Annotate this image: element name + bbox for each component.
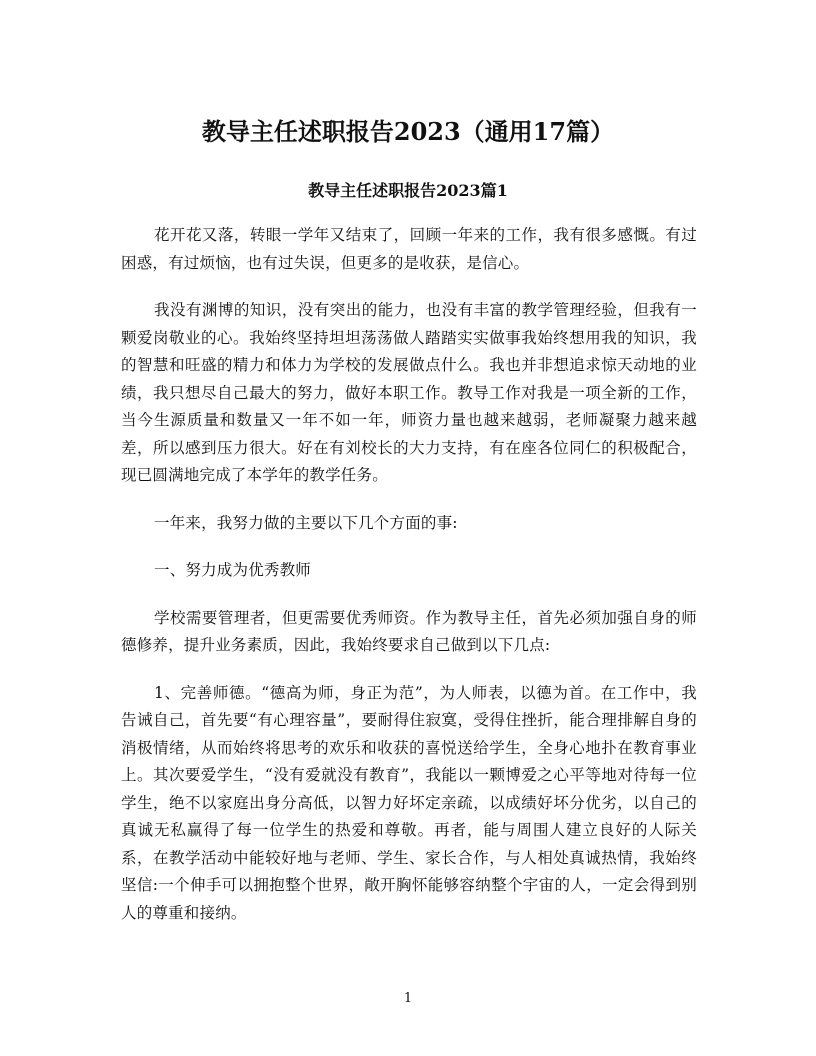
page-number: 1 (403, 991, 413, 1006)
document-title: 教导主任述职报告2023（通用17篇） (201, 117, 615, 146)
paragraph-intro: 花开花又落，转眼一学年又结束了，回顾一年来的工作，我有很多感慨。有过困惑，有过烦恼，也有过失误，但更多的是收获，是信心。 (121, 226, 697, 272)
document-body (121, 222, 697, 947)
paragraph-self-statement: 我没有渊博的知识，没有突出的能力，也没有丰富的教学管理经验，但我有一颗爱岗敬业的心。我始终坚持坦坦荡荡做人踏踏实实做事我始终想用我的知识，我的智慧和旺盛的精力和体力为学校的发展做点什么。我也并非想追求惊天动地的业绩，我只想尽自己最大的努力，做好本职工作。教导工作对我是一项全新的工作，当今生源质量和数量又一年不如一年，师资力量也越来越弱，老师凝聚力越来越差，所以感到压力很大。好在有刘校长的大力支持，有在座各位同仁的积极配合，现已圆满地完成了本学年的教学任务。 (121, 301, 697, 484)
paragraph-work-overview: 一年来，我努力做的主要以下几个方面的事: (154, 513, 458, 532)
paragraph-ethics: 1、完善师德。“德高为师，身正为范”，为人师表，以德为首。在工作中，我告诫自己，首先要“有心理容量”，要耐得住寂寞，受得住挫折，能合理排解自身的消极情绪，从而始终将思考的欢乐和收获的喜悦送给学生，全身心地扑在教育事业上。其次要爱学生，“没有爱就没有教育”，我能以一颗博爱之心平等地对待每一位学生，绝不以家庭出身分高低，以智力好坏定亲疏，以成绩好坏分优劣，以自己的真诚无私赢得了每一位学生的热爱和尊敬。再者，能与周围人建立良好的人际关系，在教学活动中能较好地与老师、学生、家长合作，与人相处真诚热情，我始终坚信:一个伸手可以拥抱整个世界，敞开胸怀能够容纳整个宇宙的人，一定会得到别人的尊重和接纳。 (121, 683, 697, 922)
heading-part-one: 一、努力成为优秀教师 (154, 561, 312, 579)
section-title: 教导主任述职报告2023篇1 (308, 181, 508, 200)
paragraph-requirements: 学校需要管理者，但更需要优秀师资。作为教导主任，首先必须加强自身的师德修养，提升业务素质，因此，我始终要求自己做到以下几点: (121, 608, 697, 654)
